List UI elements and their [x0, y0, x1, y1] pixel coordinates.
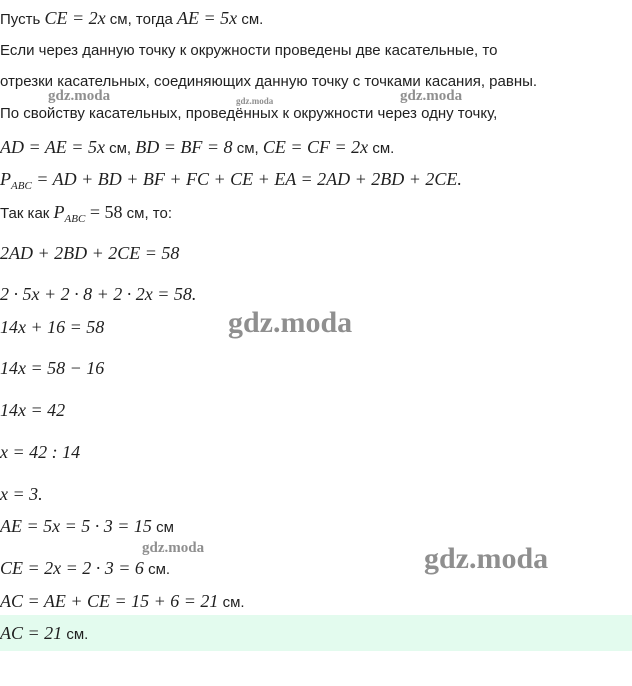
- subscript: ABC: [11, 180, 32, 192]
- formula: CE = 2x: [44, 8, 106, 28]
- equation-5: 14x = 42: [0, 400, 66, 420]
- equation-3: 14x + 16 = 58: [0, 317, 105, 337]
- text: см.: [237, 11, 264, 28]
- text: Так как: [0, 205, 54, 222]
- formula: BD = BF = 8: [135, 137, 233, 157]
- equation-1: 2AD + 2BD + 2CE = 58: [0, 243, 180, 263]
- answer-highlight: [0, 615, 632, 651]
- text: см.: [62, 626, 89, 643]
- equation-2: 2 · 5x + 2 · 8 + 2 · 2x = 58.: [0, 284, 197, 304]
- equation-6: x = 42 : 14: [0, 442, 81, 462]
- watermark: gdz.moda: [228, 306, 353, 339]
- formula: = AD + BD + BF + FC + CE + EA = 2AD + 2BD + 2CE.: [31, 169, 462, 189]
- line-7: [0, 202, 172, 229]
- formula: AC = 21: [0, 623, 63, 643]
- formula: AE = 5x = 5 · 3 = 15: [0, 516, 152, 536]
- text: см,: [104, 140, 136, 157]
- text: см, тогда: [105, 11, 178, 28]
- line-2: Если через данную точку к окружности проведены две касательные, то: [0, 42, 498, 59]
- watermark: gdz.moda: [400, 88, 463, 104]
- text: см.: [143, 561, 171, 578]
- line-1: [0, 8, 263, 30]
- perimeter-symbol: P: [0, 169, 11, 189]
- formula: CE = 2x = 2 · 3 = 6: [0, 558, 144, 578]
- equation-7: x = 3.: [0, 484, 43, 504]
- formula: AD = AE = 5x: [0, 137, 105, 157]
- formula: AC = AE + CE = 15 + 6 = 21: [0, 591, 219, 611]
- line-ac: [0, 591, 245, 613]
- line-3: отрезки касательных, соединяющих данную точку с точками касания, равны.: [0, 73, 538, 90]
- line-ae: [0, 516, 174, 538]
- formula: = 58: [85, 202, 123, 222]
- equation-4: 14x = 58 − 16: [0, 358, 105, 378]
- answer-line: [0, 623, 88, 645]
- line-5: [0, 137, 394, 159]
- text: см: [151, 519, 174, 536]
- text: см,: [232, 140, 263, 157]
- text: см, то:: [122, 205, 172, 222]
- subscript: ABC: [64, 213, 86, 225]
- text: см.: [218, 594, 245, 611]
- line-ce: [0, 558, 170, 580]
- text: см.: [368, 140, 395, 157]
- line-6: [0, 169, 462, 196]
- watermark: gdz.moda: [142, 540, 205, 556]
- formula: AE = 5x: [177, 8, 238, 28]
- text: Пусть: [0, 11, 45, 28]
- line-4: По свойству касательных, проведённых к окружности через одну точку,: [0, 105, 498, 122]
- watermark: gdz.moda: [48, 88, 111, 104]
- watermark: gdz.moda: [424, 542, 549, 575]
- watermark: gdz.moda: [236, 96, 274, 106]
- formula: CE = CF = 2x: [262, 137, 369, 157]
- perimeter-symbol: P: [53, 202, 65, 222]
